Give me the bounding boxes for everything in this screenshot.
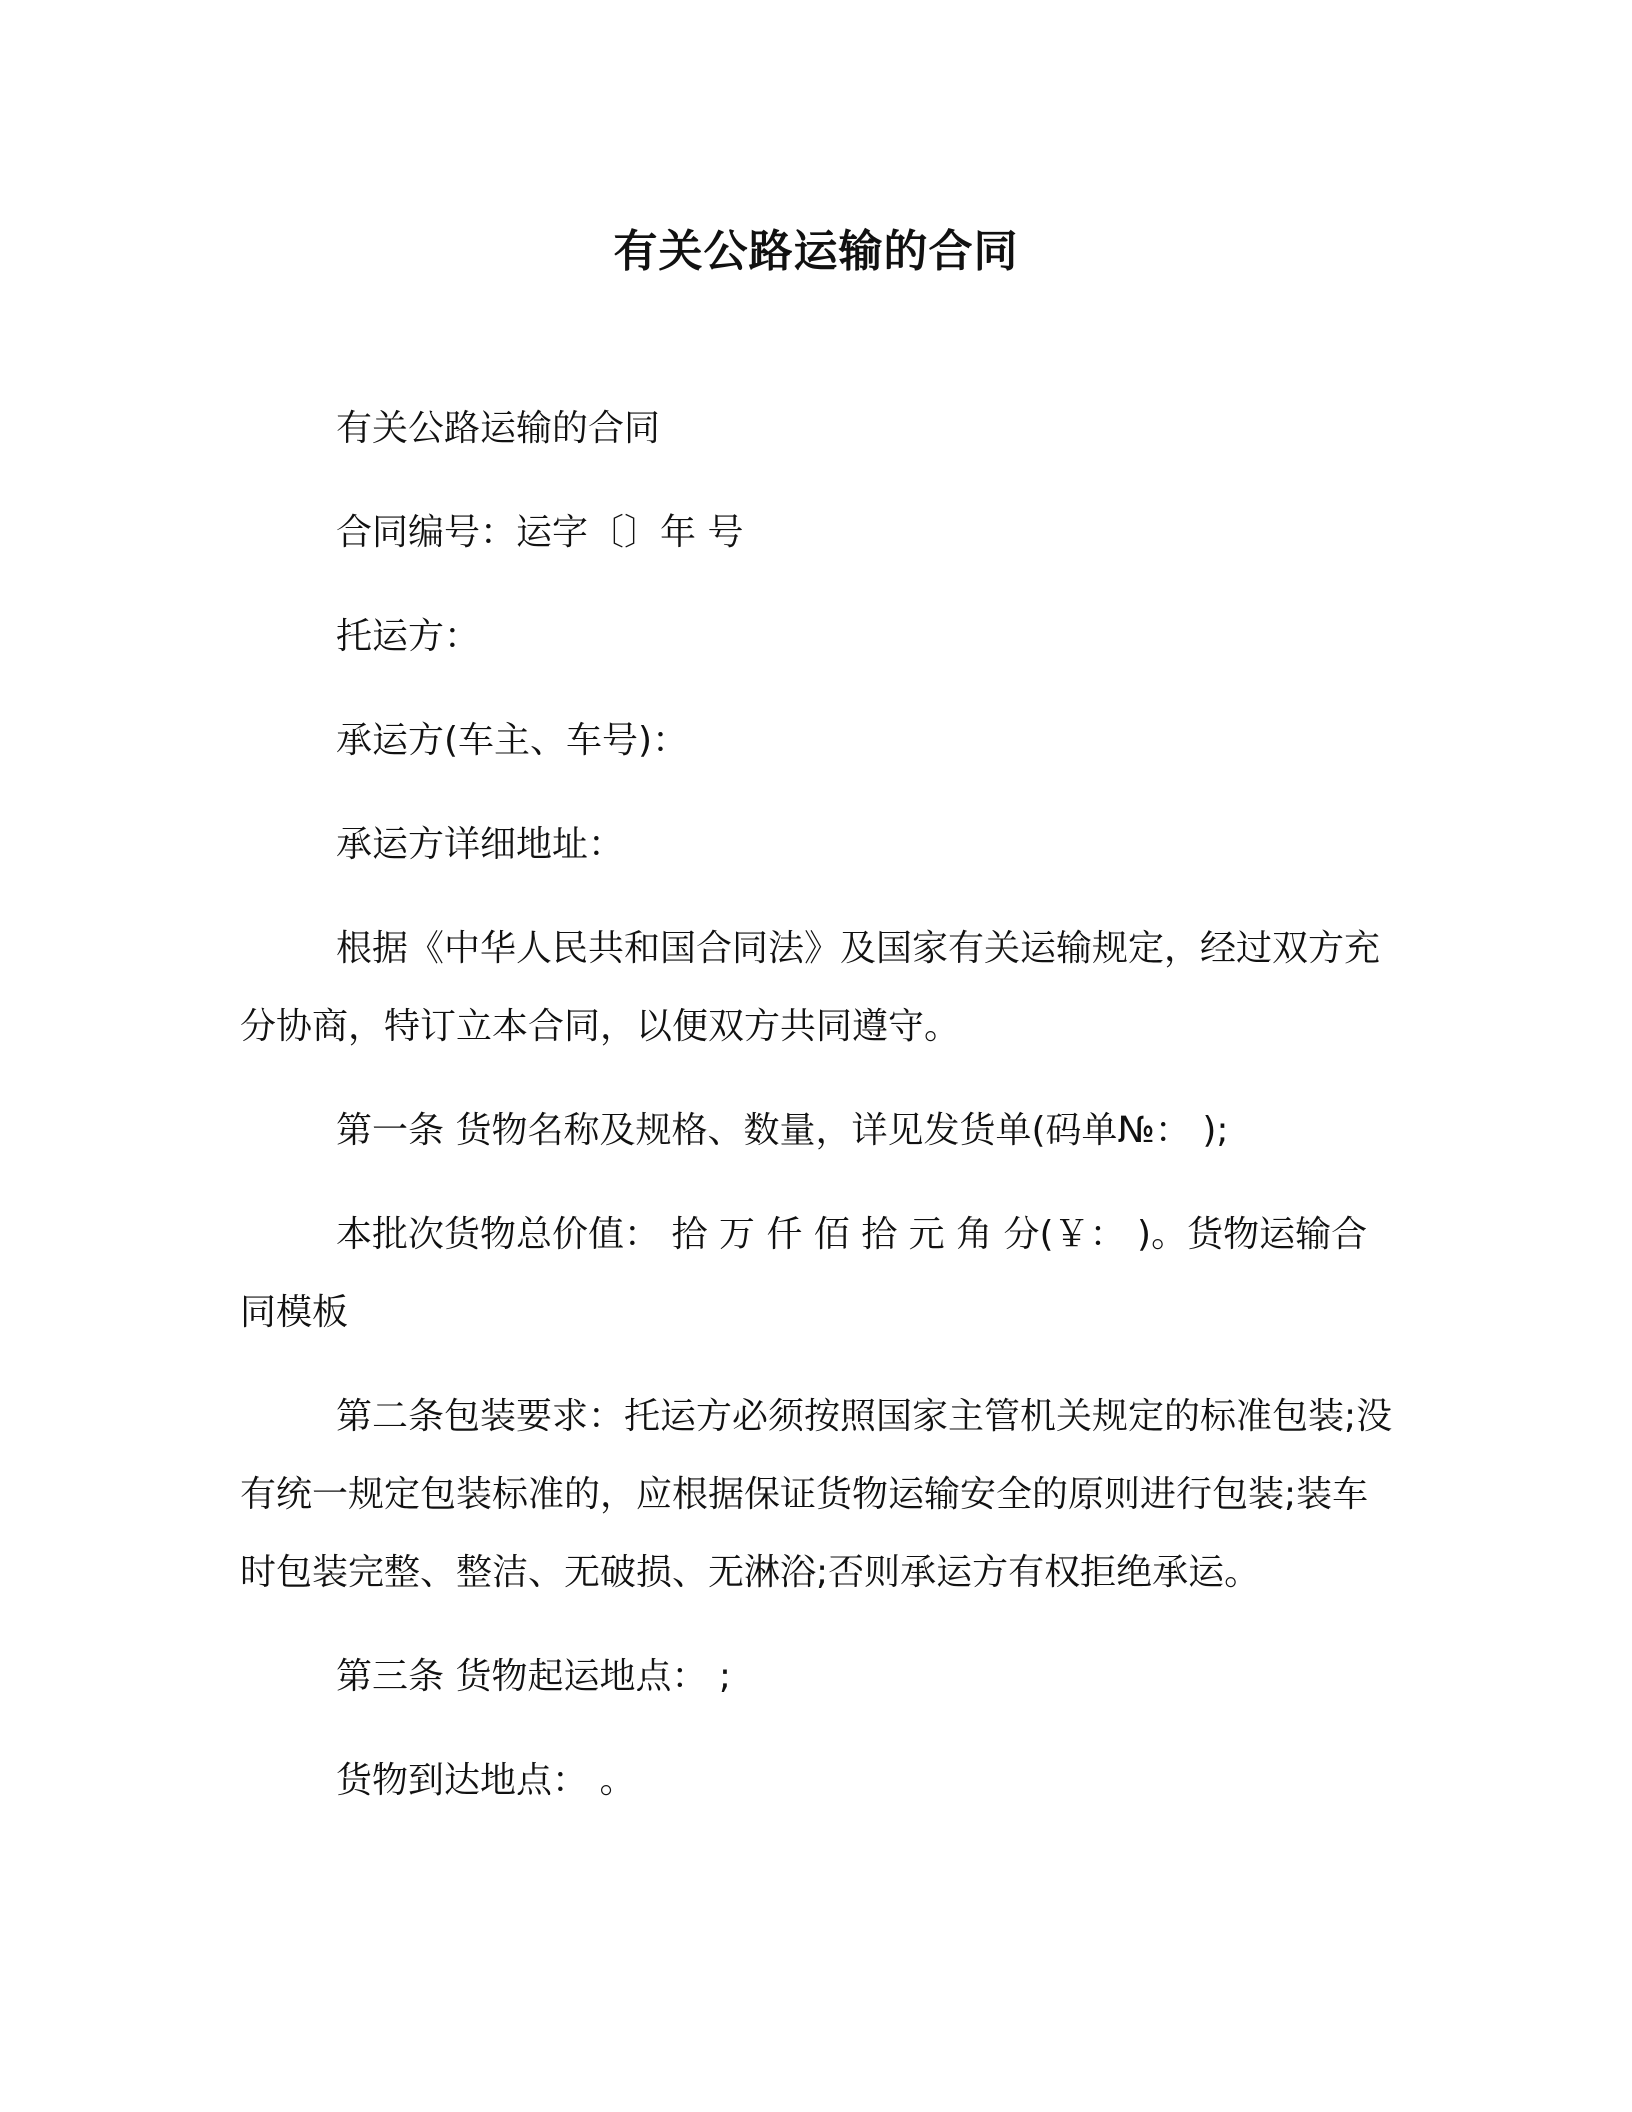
paragraph-article-1: 第一条 货物名称及规格、数量，详见发货单(码单№： ); [336,1110,1229,1151]
paragraph-total-value: 本批次货物总价值： 拾 万 仟 佰 拾 元 角 分(￥： )。货物运输合同模板 [240,1214,1368,1333]
document-body [240,390,1400,1846]
paragraph-article-2: 第二条包装要求：托运方必须按照国家主管机关规定的标准包装;没有统一规定包装标准的，应根据保证货物运输安全的原则进行包装;装车时包装完整、整洁、无破损、无淋浴;否则承运方有权拒绝承运。 [240,1396,1393,1593]
paragraph-carrier: 承运方(车主、车号)： [336,720,689,761]
paragraph-contract-number: 合同编号：运字〔〕年 号 [336,512,744,553]
paragraph-shipper: 托运方： [336,616,481,657]
paragraph-carrier-address: 承运方详细地址： [336,824,625,865]
paragraph-preamble: 根据《中华人民共和国合同法》及国家有关运输规定，经过双方充分协商，特订立本合同，以便双方共同遵守。 [240,928,1381,1047]
document-title: 有关公路运输的合同 [613,226,1019,277]
paragraph-article-3: 第三条 货物起运地点： ; [336,1656,732,1697]
paragraph-heading: 有关公路运输的合同 [336,408,661,449]
paragraph-destination: 货物到达地点： 。 [336,1760,636,1801]
